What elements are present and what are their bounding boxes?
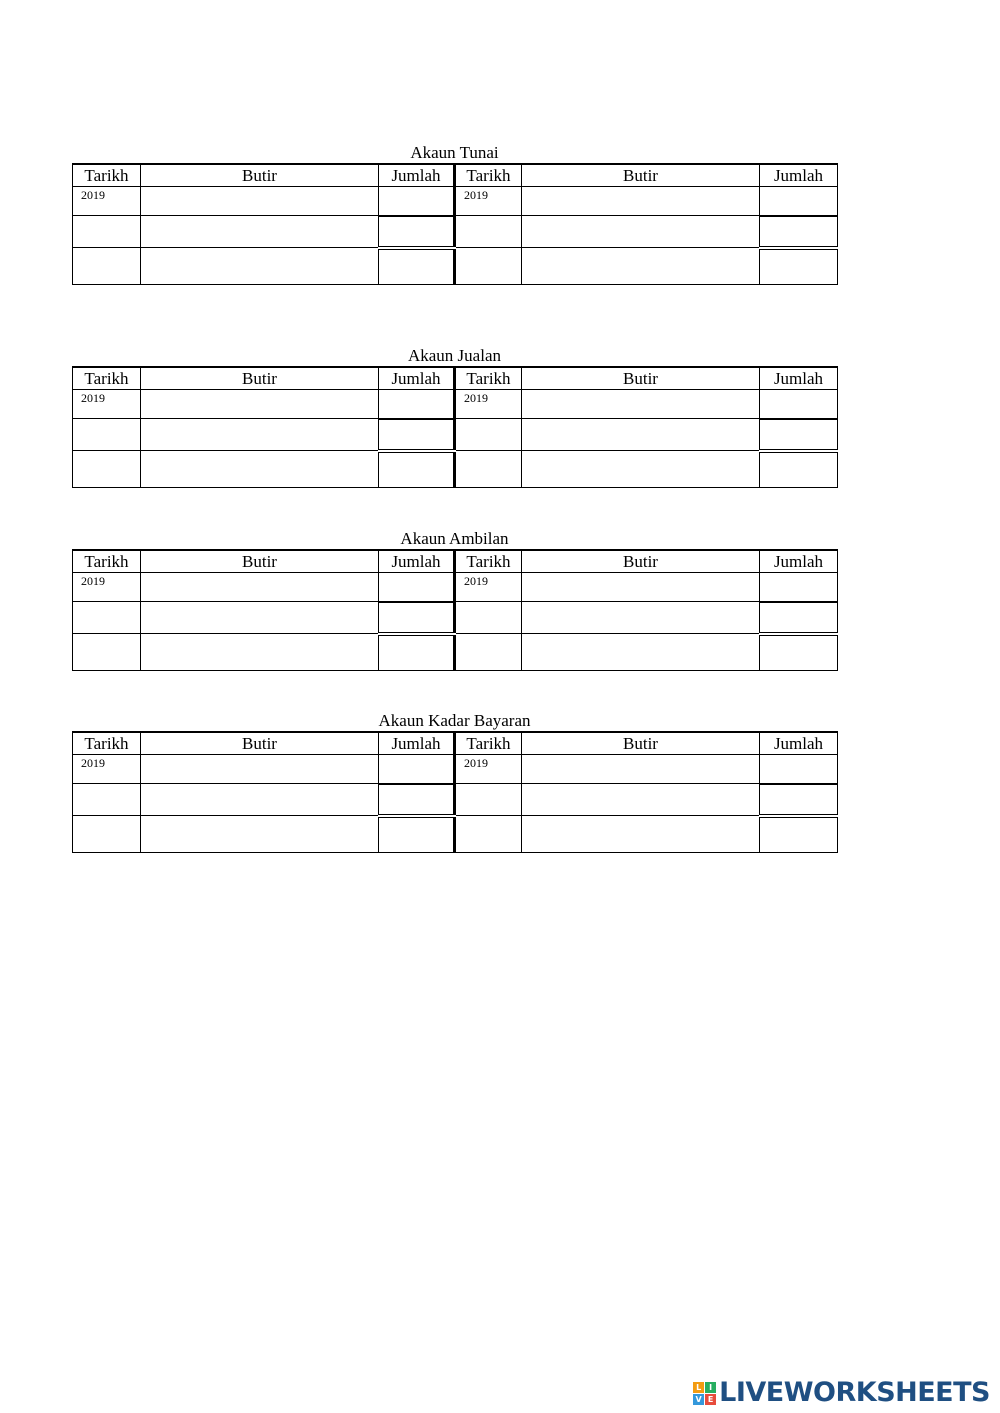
header-tarikh-debit: Tarikh — [73, 367, 141, 390]
cell-butir-debit[interactable] — [141, 816, 379, 853]
cell-subtotal-credit[interactable] — [760, 784, 838, 816]
cell-butir-credit[interactable] — [522, 634, 760, 671]
logo-text: LIVEWORKSHEETS — [719, 1377, 990, 1408]
cell-butir-debit[interactable] — [141, 573, 379, 602]
cell-year-debit[interactable]: 2019 — [73, 755, 141, 784]
ledger-title: Akaun Jualan — [407, 346, 501, 365]
header-tarikh-credit: Tarikh — [455, 732, 522, 755]
header-butir-credit: Butir — [522, 550, 760, 573]
cell-tarikh-debit[interactable] — [73, 419, 141, 451]
cell-butir-debit[interactable] — [141, 390, 379, 419]
header-jumlah-debit: Jumlah — [379, 164, 455, 187]
header-jumlah-credit: Jumlah — [760, 367, 838, 390]
cell-tarikh-debit[interactable] — [73, 602, 141, 634]
ledger-account-1 — [72, 143, 837, 285]
cell-year-credit[interactable]: 2019 — [455, 755, 522, 784]
cell-tarikh-debit[interactable] — [73, 216, 141, 248]
header-butir-credit: Butir — [522, 367, 760, 390]
cell-total-debit[interactable] — [379, 816, 455, 853]
ledger-account-3 — [72, 529, 837, 671]
cell-subtotal-credit[interactable] — [760, 419, 838, 451]
cell-butir-debit[interactable] — [141, 248, 379, 285]
header-butir-debit: Butir — [141, 164, 379, 187]
cell-jumlah-credit[interactable] — [760, 755, 838, 784]
cell-butir-credit[interactable] — [522, 248, 760, 285]
header-tarikh-debit: Tarikh — [73, 550, 141, 573]
cell-subtotal-debit[interactable] — [379, 216, 455, 248]
cell-tarikh-credit[interactable] — [455, 816, 522, 853]
cell-jumlah-credit[interactable] — [760, 187, 838, 216]
cell-tarikh-credit[interactable] — [455, 634, 522, 671]
cell-butir-debit[interactable] — [141, 419, 379, 451]
cell-butir-credit[interactable] — [522, 187, 760, 216]
header-jumlah-credit: Jumlah — [760, 164, 838, 187]
header-jumlah-debit: Jumlah — [379, 550, 455, 573]
cell-butir-credit[interactable] — [522, 419, 760, 451]
cell-butir-debit[interactable] — [141, 187, 379, 216]
header-butir-credit: Butir — [522, 732, 760, 755]
header-tarikh-debit: Tarikh — [73, 164, 141, 187]
cell-jumlah-debit[interactable] — [379, 390, 455, 419]
cell-butir-debit[interactable] — [141, 602, 379, 634]
cell-tarikh-credit[interactable] — [455, 248, 522, 285]
header-butir-credit: Butir — [522, 164, 760, 187]
ledger-table — [72, 549, 838, 671]
ledger-table — [72, 366, 838, 488]
cell-butir-debit[interactable] — [141, 755, 379, 784]
cell-subtotal-debit[interactable] — [379, 419, 455, 451]
ledger-table — [72, 731, 838, 853]
header-jumlah-debit: Jumlah — [379, 732, 455, 755]
cell-tarikh-credit[interactable] — [455, 419, 522, 451]
cell-total-credit[interactable] — [760, 816, 838, 853]
cell-subtotal-debit[interactable] — [379, 602, 455, 634]
cell-butir-debit[interactable] — [141, 216, 379, 248]
cell-jumlah-debit[interactable] — [379, 187, 455, 216]
cell-tarikh-debit[interactable] — [73, 816, 141, 853]
cell-total-credit[interactable] — [760, 248, 838, 285]
logo-mark-tile: E — [705, 1394, 716, 1405]
cell-year-debit[interactable]: 2019 — [73, 390, 141, 419]
cell-year-credit[interactable]: 2019 — [455, 573, 522, 602]
cell-year-credit[interactable]: 2019 — [455, 390, 522, 419]
cell-tarikh-credit[interactable] — [455, 216, 522, 248]
cell-butir-credit[interactable] — [522, 784, 760, 816]
cell-subtotal-debit[interactable] — [379, 784, 455, 816]
cell-jumlah-debit[interactable] — [379, 755, 455, 784]
liveworksheets-logo — [693, 1379, 990, 1407]
cell-subtotal-credit[interactable] — [760, 602, 838, 634]
logo-mark-tile: L — [693, 1382, 704, 1393]
cell-jumlah-credit[interactable] — [760, 390, 838, 419]
logo-mark-tile: I — [705, 1382, 716, 1393]
header-butir-debit: Butir — [141, 367, 379, 390]
cell-total-credit[interactable] — [760, 451, 838, 488]
cell-year-debit[interactable]: 2019 — [73, 573, 141, 602]
cell-butir-credit[interactable] — [522, 390, 760, 419]
cell-butir-credit[interactable] — [522, 573, 760, 602]
cell-butir-debit[interactable] — [141, 451, 379, 488]
cell-butir-credit[interactable] — [522, 816, 760, 853]
header-jumlah-credit: Jumlah — [760, 550, 838, 573]
header-tarikh-credit: Tarikh — [455, 367, 522, 390]
cell-tarikh-credit[interactable] — [455, 784, 522, 816]
header-jumlah-credit: Jumlah — [760, 732, 838, 755]
cell-tarikh-debit[interactable] — [73, 451, 141, 488]
ledger-table — [72, 163, 838, 285]
header-butir-debit: Butir — [141, 550, 379, 573]
cell-total-debit[interactable] — [379, 451, 455, 488]
cell-subtotal-credit[interactable] — [760, 216, 838, 248]
cell-tarikh-credit[interactable] — [455, 602, 522, 634]
cell-tarikh-credit[interactable] — [455, 451, 522, 488]
header-tarikh-credit: Tarikh — [455, 550, 522, 573]
ledger-account-2 — [72, 346, 837, 488]
cell-total-credit[interactable] — [760, 634, 838, 671]
cell-butir-credit[interactable] — [522, 755, 760, 784]
logo-mark-icon — [693, 1382, 716, 1405]
cell-butir-credit[interactable] — [522, 216, 760, 248]
cell-butir-credit[interactable] — [522, 602, 760, 634]
cell-tarikh-debit[interactable] — [73, 634, 141, 671]
ledger-title: Akaun Ambilan — [400, 529, 509, 548]
cell-total-debit[interactable] — [379, 634, 455, 671]
header-tarikh-credit: Tarikh — [455, 164, 522, 187]
logo-mark-tile: V — [693, 1394, 704, 1405]
cell-butir-debit[interactable] — [141, 634, 379, 671]
cell-jumlah-credit[interactable] — [760, 573, 838, 602]
cell-tarikh-debit[interactable] — [73, 784, 141, 816]
cell-total-debit[interactable] — [379, 248, 455, 285]
ledger-title: Akaun Tunai — [410, 143, 499, 162]
cell-butir-credit[interactable] — [522, 451, 760, 488]
cell-jumlah-debit[interactable] — [379, 573, 455, 602]
header-tarikh-debit: Tarikh — [73, 732, 141, 755]
ledger-account-4 — [72, 711, 837, 853]
ledger-title: Akaun Kadar Bayaran — [378, 711, 531, 730]
cell-tarikh-debit[interactable] — [73, 248, 141, 285]
header-butir-debit: Butir — [141, 732, 379, 755]
header-jumlah-debit: Jumlah — [379, 367, 455, 390]
cell-year-debit[interactable]: 2019 — [73, 187, 141, 216]
cell-year-credit[interactable]: 2019 — [455, 187, 522, 216]
cell-butir-debit[interactable] — [141, 784, 379, 816]
